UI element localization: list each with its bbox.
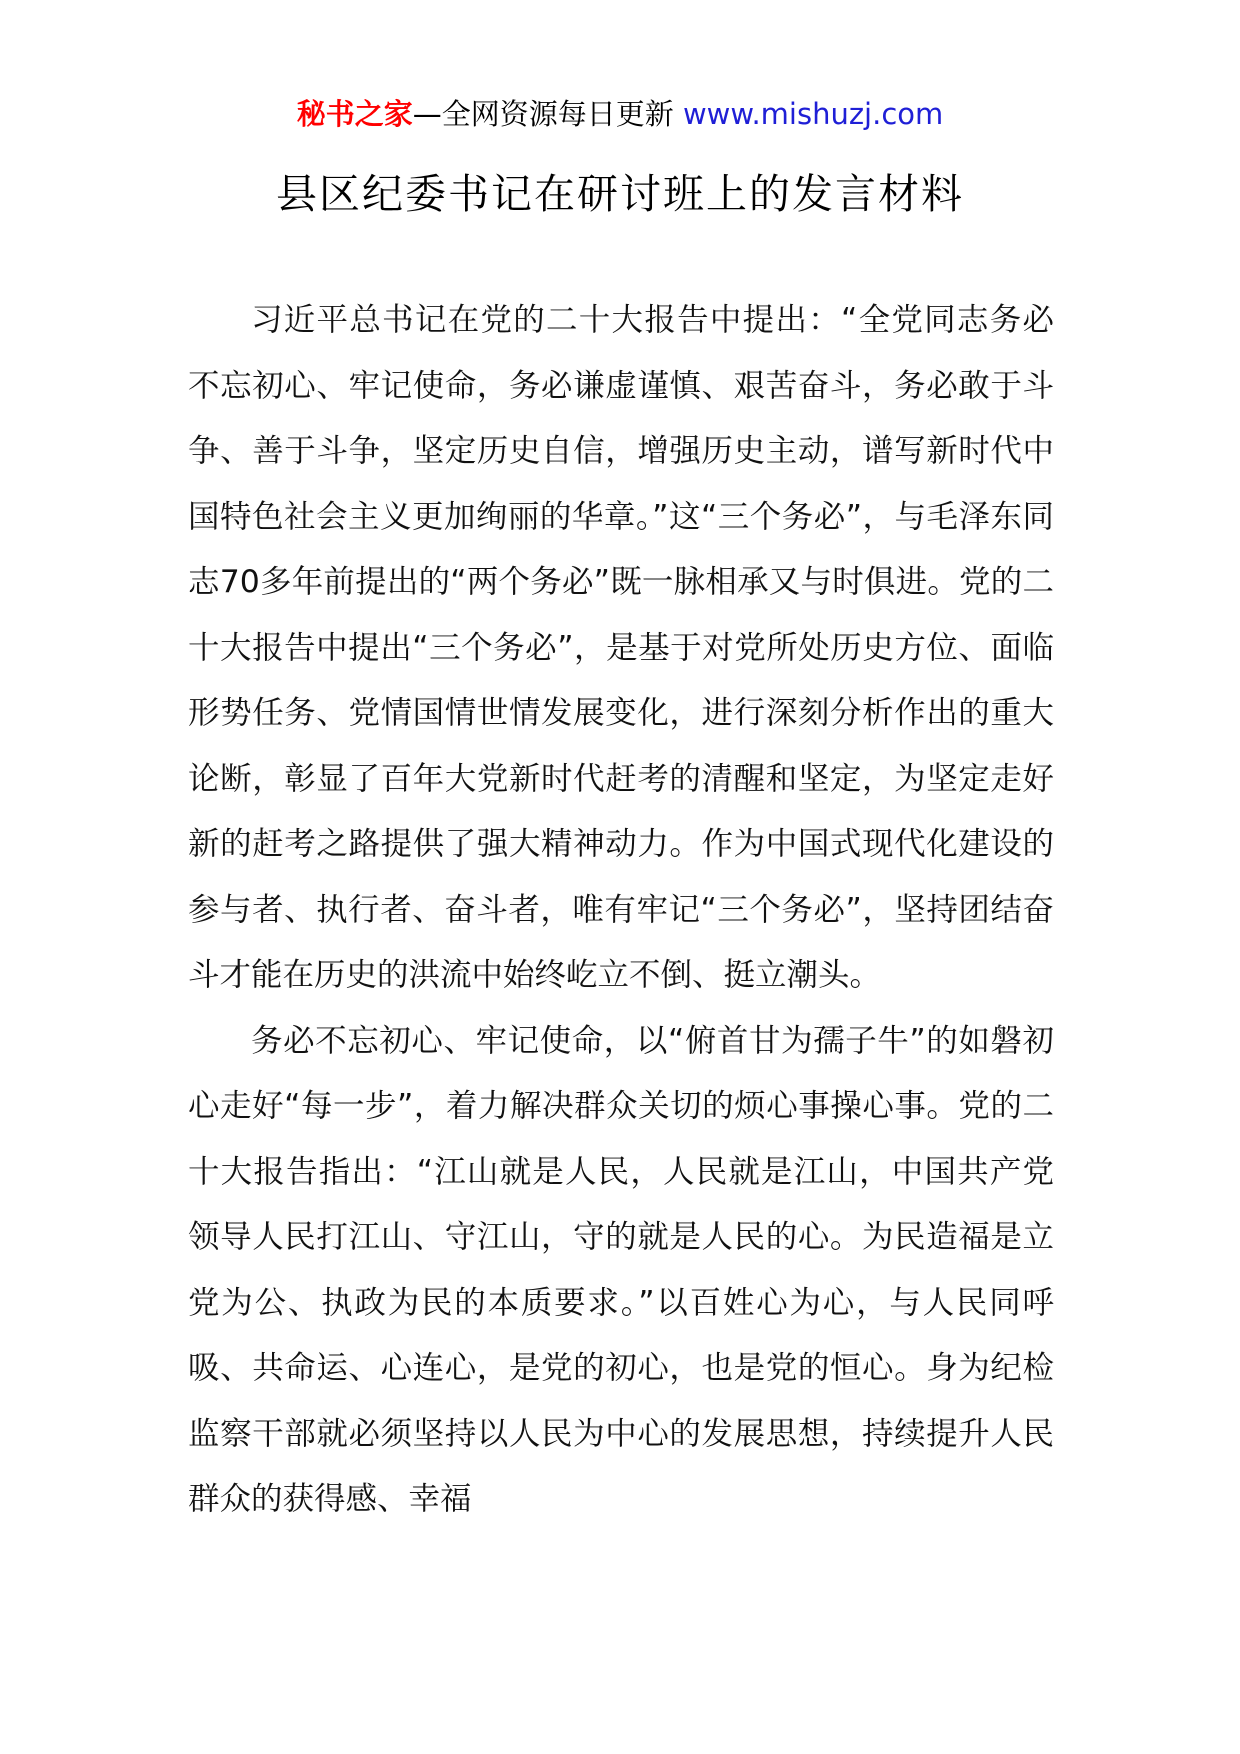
- body-paragraph: 习近平总书记在党的二十大报告中提出：“全党同志务必不忘初心、牢记使命，务必谦虚谨慎、艰苦奋斗，务必敢于斗争、善于斗争，坚定历史自信，增强历史主动，谱写新时代中国特色社会主义更加绚丽的华章。”这“三个务必”，与毛泽东同志70多年前提出的“两个务必”既一脉相承又与时俱进。党的二十大报告中提出“三个务必”，是基于对党所处历史方位、面临形势任务、党情国情世情发展变化，进行深刻分析作出的重大论断，彰显了百年大党新时代赶考的清醒和坚定，为坚定走好新的赶考之路提供了强大精神动力。作为中国式现代化建设的参与者、执行者、奋斗者，唯有牢记“三个务必”，坚持团结奋斗才能在历史的洪流中始终屹立不倒、挺立潮头。: [188, 302, 1054, 993]
- document-title: 县区纪委书记在研讨班上的发言材料: [276, 170, 964, 218]
- site-url-link[interactable]: www.mishuzj.com: [682, 97, 944, 131]
- document-body: [188, 288, 1054, 1533]
- site-tagline: —全网资源每日更新: [412, 97, 674, 131]
- site-header: [0, 94, 1240, 134]
- body-paragraph: 务必不忘初心、牢记使命，以“俯首甘为孺子牛”的如磐初心走好“每一步”，着力解决群众关切的烦心事操心事。党的二十大报告指出：“江山就是人民，人民就是江山，中国共产党领导人民打江山、守江山，守的就是人民的心。为民造福是立党为公、执政为民的本质要求。”以百姓心为心，与人民同呼吸、共命运、心连心，是党的初心，也是党的恒心。身为纪检监察干部就必须坚持以人民为中心的发展思想，持续提升人民群众的获得感、幸福: [188, 1022, 1054, 1517]
- site-brand: 秘书之家: [296, 97, 413, 131]
